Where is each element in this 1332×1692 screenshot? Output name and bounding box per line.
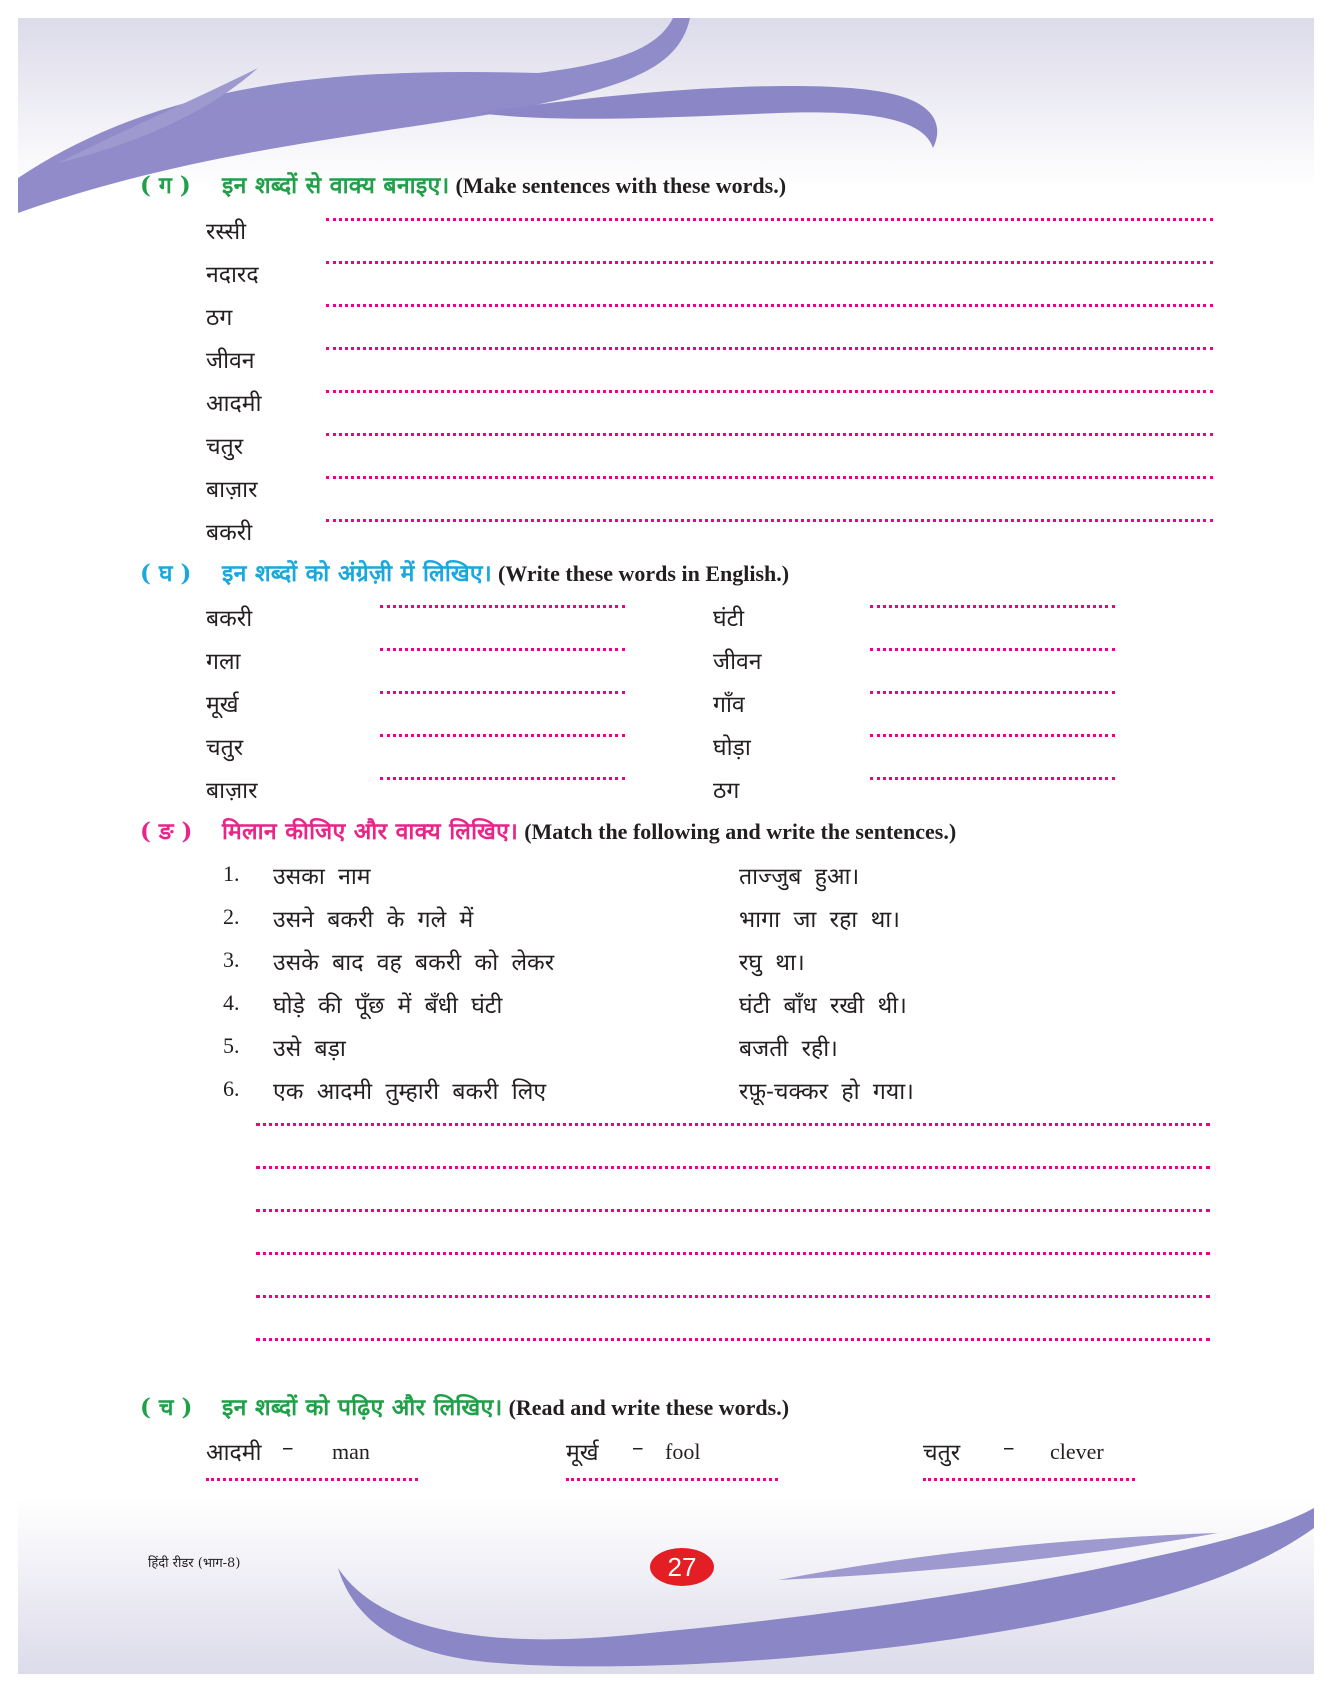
match-right-phrase: भागा जा रहा था। [739,907,900,933]
ga-word: नदारद [206,262,259,288]
cha-hindi-word: चतुर [923,1440,961,1466]
match-left-phrase: उसने बकरी के गले में [273,907,474,933]
match-number: 3. [223,947,240,972]
cha-hindi-word: आदमी [206,1440,262,1466]
ga-word: जीवन [206,348,255,374]
gha-left-answer-line[interactable] [380,777,625,780]
cha-dash: – [1003,1435,1015,1461]
ga-word: आदमी [206,391,262,417]
cha-english-word: fool [665,1439,701,1464]
ga-word: बाज़ार [206,477,258,503]
gha-left-answer-line[interactable] [380,734,625,737]
cha-english-word: man [332,1439,370,1464]
section-cha-title-english: (Read and write these words.) [508,1395,790,1420]
gha-left-answer-line[interactable] [380,691,625,694]
match-left-phrase: घोड़े की पूँछ में बँधी घंटी [273,993,503,1019]
nga-sentence-line[interactable] [256,1338,1210,1341]
section-nga-heading [140,814,956,846]
ga-answer-line[interactable] [326,347,1213,350]
cha-answer-line[interactable] [923,1478,1135,1481]
match-left-phrase: एक आदमी तुम्हारी बकरी लिए [273,1079,547,1105]
match-number: 2. [223,904,240,929]
section-ga-heading [140,168,786,200]
nga-sentence-line[interactable] [256,1252,1210,1255]
gha-right-word: ठग [713,778,740,804]
cha-english-word: clever [1050,1439,1104,1464]
cha-dash: – [632,1435,644,1461]
gha-left-word: चतुर [206,735,244,761]
book-title: हिंदी रीडर (भाग-8) [148,1556,241,1571]
gha-right-word: घोड़ा [713,735,751,761]
section-gha-title-english: (Write these words in English.) [497,561,790,586]
match-number: 4. [223,990,240,1015]
cha-hindi-word: मूर्ख [566,1440,599,1466]
section-nga-title-english: (Match the following and write the sentences.) [524,819,957,844]
gha-left-answer-line[interactable] [380,605,625,608]
section-ga-label: ( ग ) [140,172,191,199]
section-cha-label: ( च ) [140,1394,193,1421]
section-gha-title-hindi: इन शब्दों को अंग्रेज़ी में लिखिए। [222,560,492,587]
match-left-phrase: उसका नाम [273,864,371,890]
ga-word: चतुर [206,434,244,460]
match-number: 1. [223,861,240,886]
ga-answer-line[interactable] [326,433,1213,436]
section-nga-title-hindi: मिलान कीजिए और वाक्य लिखिए। [222,818,519,845]
nga-sentence-line[interactable] [256,1295,1210,1298]
cha-answer-line[interactable] [566,1478,778,1481]
gha-right-answer-line[interactable] [870,777,1115,780]
ga-answer-line[interactable] [326,519,1213,522]
page-number-badge: 27 [650,1548,714,1586]
section-gha-heading [140,556,789,588]
cha-dash: – [282,1435,294,1461]
section-cha-heading [140,1390,789,1422]
match-right-phrase: रघु था। [739,950,805,976]
cha-answer-line[interactable] [206,1478,418,1481]
ga-word: बकरी [206,520,253,546]
section-cha-title-hindi: इन शब्दों को पढ़िए और लिखिए। [222,1394,503,1421]
match-number: 6. [223,1076,240,1101]
bottom-swoosh-decoration [18,1508,1314,1674]
match-left-phrase: उसके बाद वह बकरी को लेकर [273,950,555,976]
ga-word: रस्सी [206,219,247,245]
gha-right-word: जीवन [713,649,762,675]
nga-sentence-line[interactable] [256,1123,1210,1126]
nga-sentence-line[interactable] [256,1209,1210,1212]
section-gha-label: ( घ ) [140,560,192,587]
ga-answer-line[interactable] [326,218,1213,221]
section-ga-title-english: (Make sentences with these words.) [455,173,787,198]
ga-word: ठग [206,305,233,331]
ga-answer-line[interactable] [326,304,1213,307]
ga-answer-line[interactable] [326,476,1213,479]
gha-left-word: बकरी [206,606,253,632]
gha-right-answer-line[interactable] [870,648,1115,651]
match-right-phrase: घंटी बाँध रखी थी। [739,993,907,1019]
gha-left-word: गला [206,649,241,675]
ga-answer-line[interactable] [326,390,1213,393]
gha-right-answer-line[interactable] [870,691,1115,694]
gha-right-word: गाँव [713,692,745,718]
match-right-phrase: रफ़ू-चक्कर हो गया। [739,1079,914,1105]
section-nga-label: ( ङ ) [140,818,193,845]
page [18,18,1314,1674]
match-right-phrase: ताज्जुब हुआ। [739,864,860,890]
gha-left-answer-line[interactable] [380,648,625,651]
gha-right-answer-line[interactable] [870,605,1115,608]
gha-right-answer-line[interactable] [870,734,1115,737]
section-ga-title-hindi: इन शब्दों से वाक्य बनाइए। [222,172,450,199]
ga-answer-line[interactable] [326,261,1213,264]
gha-right-word: घंटी [713,606,745,632]
gha-left-word: मूर्ख [206,692,239,718]
nga-sentence-line[interactable] [256,1166,1210,1169]
match-right-phrase: बजती रही। [739,1036,838,1062]
match-number: 5. [223,1033,240,1058]
gha-left-word: बाज़ार [206,778,258,804]
match-left-phrase: उसे बड़ा [273,1036,346,1062]
